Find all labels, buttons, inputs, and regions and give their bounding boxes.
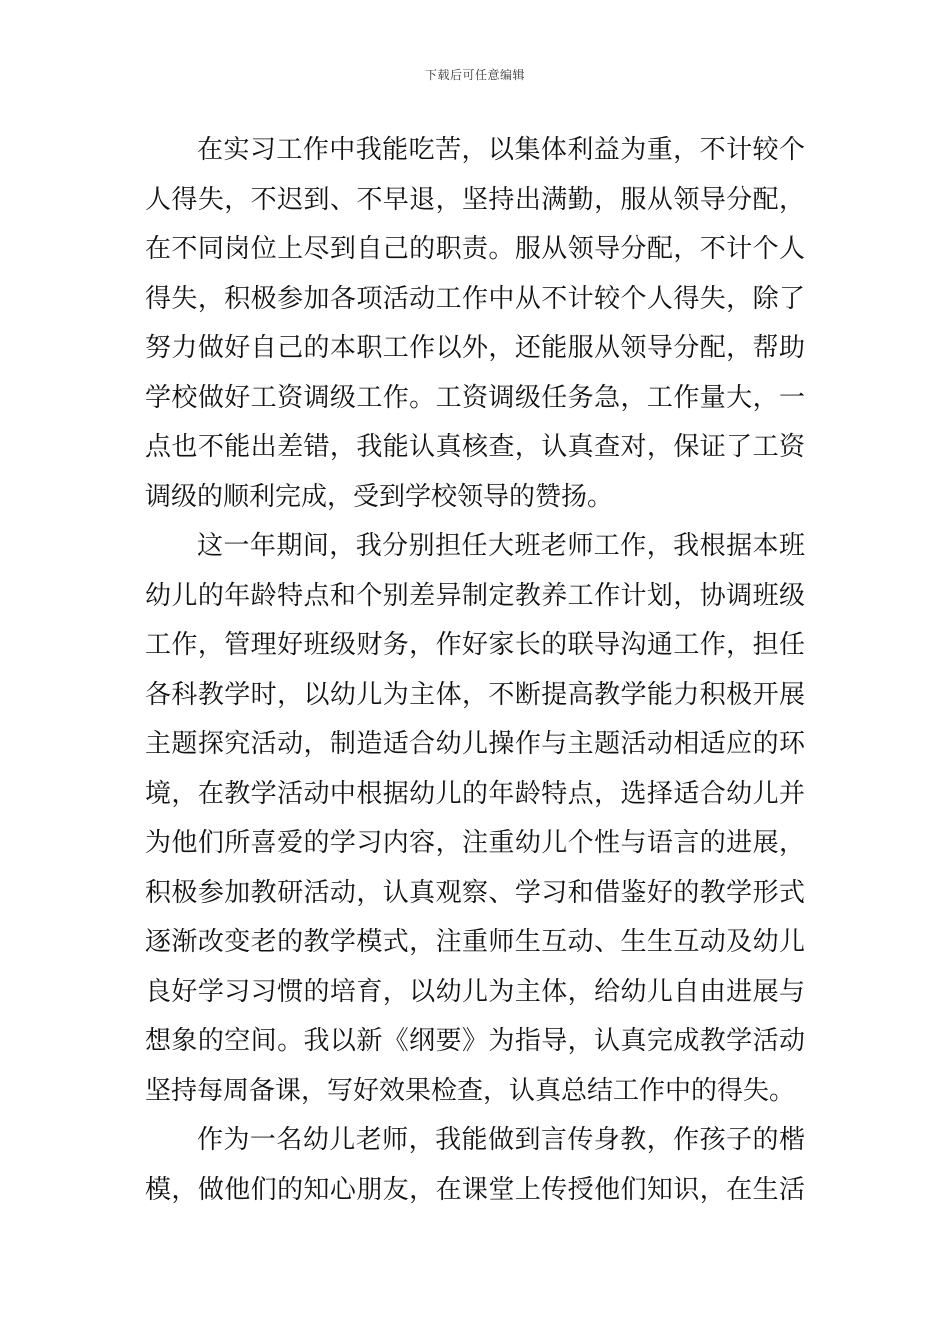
- paragraph-1: [145, 126, 805, 522]
- paragraph-line: 人得失，不迟到、不早退，坚持出满勤，服从领导分配，: [145, 184, 805, 215]
- paragraph-2: [145, 522, 805, 1116]
- paragraph-line: 作为一名幼儿老师，我能做到言传身教，作孩子的楷: [197, 1125, 805, 1155]
- paragraph-line: 想象的空间。我以新《纲要》为指导，认真完成教学活动: [145, 1026, 805, 1056]
- paragraph-line: 坚持每周备课，写好效果检查，认真总结工作中的得失。: [145, 1075, 796, 1106]
- paragraph-line: 调级的顺利完成，受到学校领导的赞扬。: [145, 481, 614, 512]
- paragraph-line: 主题探究活动，制造适合幼儿操作与主题活动相适应的环: [145, 729, 805, 759]
- paragraph-line: 模，做他们的知心朋友，在课堂上传授他们知识，在生活: [145, 1174, 805, 1205]
- document-body: [145, 126, 805, 1215]
- paragraph-line: 努力做好自己的本职工作以外，还能服从领导分配，帮助: [145, 333, 805, 363]
- paragraph-line: 幼儿的年龄特点和个别差异制定教养工作计划，协调班级: [145, 580, 805, 611]
- paragraph-line: 工作，管理好班级财务，作好家长的联导沟通工作，担任: [145, 630, 805, 660]
- paragraph-line: 在实习工作中我能吃苦，以集体利益为重，不计较个: [197, 135, 805, 165]
- paragraph-line: 境，在教学活动中根据幼儿的年龄特点，选择适合幼儿并: [145, 778, 805, 809]
- paragraph-line: 逐渐改变老的教学模式，注重师生互动、生生互动及幼儿: [145, 927, 805, 957]
- paragraph-3: [145, 1116, 805, 1215]
- paragraph-line: 这一年期间，我分别担任大班老师工作，我根据本班: [197, 531, 805, 561]
- paragraph-line: 良好学习习惯的培育，以幼儿为主体，给幼儿自由进展与: [145, 976, 805, 1007]
- paragraph-line: 得失，积极参加各项活动工作中从不计较个人得失，除了: [145, 283, 805, 314]
- paragraph-line: 学校做好工资调级工作。工资调级任务急，工作量大，一: [145, 382, 805, 413]
- page-header: 下载后可任意编辑: [424, 68, 525, 82]
- paragraph-line: 点也不能出差错，我能认真核查，认真查对，保证了工资: [145, 432, 805, 462]
- paragraph-line: 积极参加教研活动，认真观察、学习和借鉴好的教学形式: [145, 877, 805, 908]
- paragraph-line: 各科教学时，以幼儿为主体，不断提高教学能力积极开展: [145, 679, 805, 710]
- paragraph-line: 为他们所喜爱的学习内容，注重幼儿个性与语言的进展，: [145, 828, 805, 858]
- paragraph-line: 在不同岗位上尽到自己的职责。服从领导分配，不计个人: [145, 234, 805, 264]
